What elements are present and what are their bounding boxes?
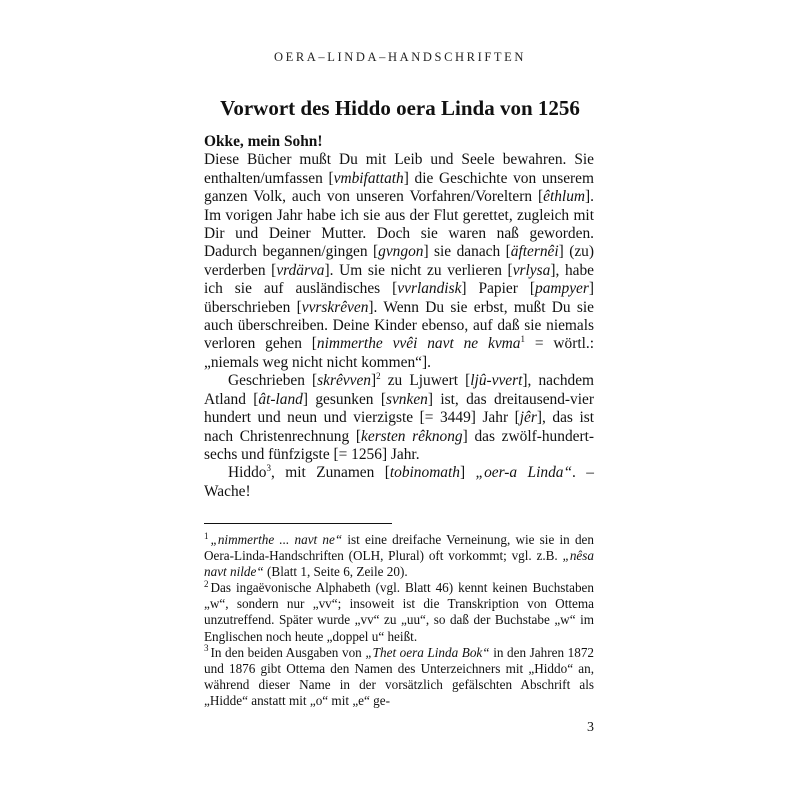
- footnote-1: $^1$ „nimmerthe ... navt ne“ ist eine dreifache Verneinung, wie sie in den Oera-Linda-Handschriften (OLH, Plural) oft vorkommt; vgl. z.B. „nêsa navt nilde“ (Blatt 1, Seite 6, Zeile 20).: [204, 530, 594, 580]
- running-header: OERA–LINDA–HANDSCHRIFTEN: [274, 50, 526, 64]
- footnote-ref-1: 1: [520, 334, 525, 345]
- footnote-ref-3: 3: [266, 463, 271, 474]
- page-title: Vorwort des Hiddo oera Linda von 1256: [220, 96, 580, 120]
- paragraph-1: Diese Bücher mußt Du mit Leib und Seele bewahren. Sie enthalten/umfassen [vmbifattath] die Geschichte von unserem ganzen Volk, auch von unseren Vorfahren/Voreltern [êthlum]. Im vorigen Jahr habe ich sie aus der Flut gerettet, zugleich mit Dir und Deiner Mutter. Doch sie waren naß geworden. Dadurch begannen/gingen [gvngon] sie danach [äfternêi] (zu) verderben [vrdärva]. Um sie nicht zu verlieren [vrlysa], habe ich sie auf ausländisches [vvrlandisk] Papier [pampyer] überschrieben [vvrskrêven]. Wenn Du sie erbst, mußt Du sie auch überschreiben. Deine Kinder ebenso, auf daß sie niemals verloren gehen [nimmerthe vvêi navt ne kvma$^1$ = wörtl.: „niemals weg nicht nicht kommen“].: [204, 151, 595, 371]
- footnote-ref-2: 2: [376, 371, 381, 382]
- footnote-2: $^2$ Das ingaëvonische Alphabeth (vgl. Blatt 46) kennt keinen Buchstaben „w“, sondern nur „vv“; insoweit ist die Transkription von Ottema unzutreffend. Später wurde „vv“ zu „uu“, so daß der Buchstabe „w“ im Englischen noch heute „doppel u“ heißt.: [204, 578, 594, 644]
- footnote-3: $^3$ In den beiden Ausgaben von „Thet oera Linda Bok“ in den Jahren 1872 und 1876 gibt Ottema den Namen des Unterzeichners mit „Hiddo“ an, während dieser Name in der vorsätzlich gefälschten Abschrift als „Hidde“ anstatt mit „o“ mit „e“ ge-: [204, 643, 595, 708]
- footnote-separator: [204, 523, 392, 524]
- paragraph-3: Hiddo$^3$, mit Zunamen [tobinomath] „oer-a Linda“. – Wache!: [204, 463, 594, 500]
- paragraph-2: Geschrieben [skrêvven]$^2$ zu Ljuwert [ljû-vvert], nachdem Atland [ât-land] gesunken [svnken] ist, das dreitausend-vier hundert und neun und vierzigste [= 3449] Jahr [jêr], das ist nach Christenrechnung [kersten rêknong] das zwölf-hundert-sechs und fünfzigste [= 1256] Jahr.: [204, 371, 595, 463]
- salutation: Okke, mein Sohn!: [204, 133, 323, 150]
- page-number: 3: [587, 720, 594, 735]
- footnotes: [204, 532, 594, 709]
- main-text: [204, 133, 594, 501]
